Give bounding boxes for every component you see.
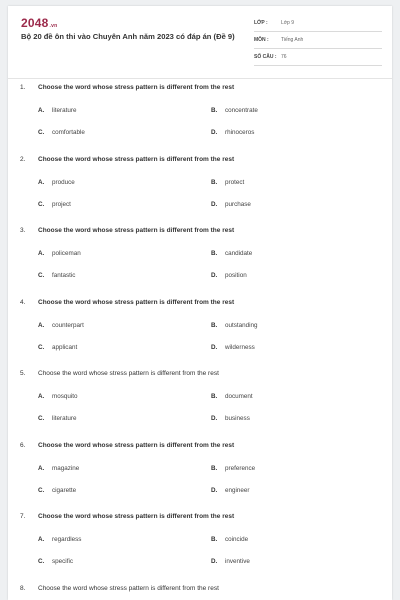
question-stem: Choose the word whose stress pattern is different from the rest: [38, 441, 235, 449]
answer-option[interactable]: [38, 129, 85, 136]
answer-option[interactable]: [211, 322, 258, 329]
answer-option[interactable]: [38, 465, 79, 472]
option-letter: A.: [38, 536, 45, 543]
question-stem: Choose the word whose stress pattern is different from the rest: [38, 298, 235, 306]
option-letter: C.: [38, 200, 45, 208]
option-letter: B.: [211, 107, 218, 114]
answer-option[interactable]: [38, 322, 84, 329]
answer-option[interactable]: [211, 129, 254, 136]
question-number: 4.: [20, 298, 26, 306]
option-text: wilderness: [225, 343, 255, 351]
option-letter: C.: [38, 129, 45, 136]
question-item: [8, 370, 392, 432]
answer-option[interactable]: [211, 344, 255, 351]
meta-value: 76: [281, 54, 287, 60]
option-text: coincide: [225, 536, 249, 543]
option-text: inventive: [225, 558, 250, 565]
meta-row-subject: [254, 32, 382, 49]
meta-label: LỚP :: [254, 20, 268, 26]
question-stem: Choose the word whose stress pattern is different from the rest: [38, 227, 235, 234]
question-heading: [20, 513, 234, 520]
option-text: outstanding: [225, 321, 258, 329]
option-text: business: [225, 415, 250, 422]
answer-option[interactable]: [38, 487, 76, 494]
logo-text: 2048: [21, 16, 49, 30]
option-text: regardless: [52, 536, 82, 543]
question-stem: Choose the word whose stress pattern is different from the rest: [38, 370, 219, 377]
question-heading: [20, 84, 234, 91]
option-text: magazine: [52, 464, 80, 472]
option-letter: D.: [211, 343, 218, 351]
question-item: [8, 442, 392, 504]
question-item: [8, 585, 392, 600]
answer-option[interactable]: [211, 272, 247, 279]
question-heading: [20, 442, 234, 449]
question-stem: Choose the word whose stress pattern is different from the rest: [38, 84, 235, 91]
answer-option[interactable]: [211, 201, 251, 208]
option-text: concentrate: [225, 107, 258, 114]
header-divider: [8, 78, 392, 79]
question-number: 7.: [20, 513, 26, 520]
option-letter: B.: [211, 536, 218, 543]
answer-option[interactable]: [38, 415, 77, 422]
answer-option[interactable]: [211, 487, 250, 494]
option-text: purchase: [225, 200, 251, 208]
option-text: specific: [52, 558, 73, 565]
meta-label: MÔN :: [254, 37, 269, 43]
option-letter: D.: [211, 415, 218, 422]
option-letter: D.: [211, 272, 218, 279]
option-text: position: [225, 272, 247, 279]
answer-option[interactable]: [211, 107, 258, 114]
answer-option[interactable]: [211, 465, 255, 472]
answer-option[interactable]: [38, 272, 75, 279]
option-text: cigarette: [52, 486, 77, 494]
question-stem: Choose the word whose stress pattern is different from the rest: [38, 155, 235, 163]
question-number: 3.: [20, 227, 26, 234]
answer-option[interactable]: [211, 393, 253, 400]
option-letter: C.: [38, 415, 45, 422]
option-letter: B.: [211, 250, 218, 257]
meta-value: Lớp 9: [281, 20, 295, 26]
option-letter: B.: [211, 464, 218, 472]
option-letter: B.: [211, 393, 218, 400]
option-text: fantastic: [52, 272, 76, 279]
option-letter: D.: [211, 200, 218, 208]
question-item: [8, 156, 392, 218]
question-item: [8, 299, 392, 361]
answer-option[interactable]: [38, 344, 77, 351]
meta-panel: [254, 15, 382, 66]
question-number: 2.: [20, 155, 26, 163]
answer-option[interactable]: [38, 107, 77, 114]
question-number: 1.: [20, 84, 26, 91]
meta-label: SỐ CÂU :: [254, 54, 277, 60]
site-logo[interactable]: [21, 16, 57, 30]
option-text: document: [225, 393, 253, 400]
question-item: [8, 227, 392, 289]
logo-suffix: .vn: [49, 23, 58, 29]
option-letter: A.: [38, 107, 45, 114]
option-text: counterpart: [52, 321, 84, 329]
meta-row-class: [254, 15, 382, 32]
document-title: Bộ 20 đề ôn thi vào Chuyên Anh năm 2023 có đáp án (Đề 9): [21, 32, 235, 41]
option-letter: C.: [38, 343, 45, 351]
option-text: preference: [225, 464, 256, 472]
question-heading: [20, 585, 219, 592]
answer-option[interactable]: [38, 393, 78, 400]
answer-option[interactable]: [38, 558, 73, 565]
option-letter: A.: [38, 178, 45, 186]
option-letter: A.: [38, 393, 45, 400]
option-letter: C.: [38, 558, 45, 565]
option-letter: C.: [38, 486, 45, 494]
option-letter: D.: [211, 486, 218, 494]
answer-option[interactable]: [38, 250, 81, 257]
question-number: 8.: [20, 584, 26, 592]
option-letter: C.: [38, 272, 45, 279]
question-stem: Choose the word whose stress pattern is different from the rest: [38, 584, 219, 592]
option-text: policeman: [52, 250, 81, 257]
option-text: literature: [52, 107, 77, 114]
answer-option[interactable]: [38, 201, 71, 208]
question-number: 5.: [20, 370, 26, 377]
option-letter: D.: [211, 129, 218, 136]
meta-value: Tiếng Anh: [281, 37, 304, 43]
option-letter: B.: [211, 321, 218, 329]
option-text: produce: [52, 178, 75, 186]
answer-option[interactable]: [211, 250, 252, 257]
meta-row-count: [254, 49, 382, 66]
answer-option[interactable]: [211, 179, 244, 186]
answer-option[interactable]: [38, 536, 81, 543]
option-letter: A.: [38, 321, 45, 329]
option-letter: A.: [38, 464, 45, 472]
question-item: [8, 84, 392, 146]
answer-option[interactable]: [38, 179, 75, 186]
option-text: mosquito: [52, 393, 78, 400]
option-text: protect: [225, 178, 245, 186]
question-heading: [20, 299, 234, 306]
option-text: candidate: [225, 250, 253, 257]
document-page: [8, 6, 392, 600]
question-number: 6.: [20, 441, 26, 449]
option-text: applicant: [52, 343, 78, 351]
option-text: engineer: [225, 486, 250, 494]
answer-option[interactable]: [211, 558, 250, 565]
option-text: literature: [52, 415, 77, 422]
question-heading: [20, 227, 234, 234]
question-heading: [20, 156, 234, 163]
option-letter: B.: [211, 178, 218, 186]
answer-option[interactable]: [211, 415, 250, 422]
answer-option[interactable]: [211, 536, 248, 543]
question-item: [8, 513, 392, 575]
option-text: comfortable: [52, 129, 85, 136]
question-stem: Choose the word whose stress pattern is different from the rest: [38, 513, 235, 520]
option-text: rhinoceros: [225, 129, 255, 136]
question-heading: [20, 370, 219, 377]
option-letter: D.: [211, 558, 218, 565]
option-text: project: [52, 200, 71, 208]
option-letter: A.: [38, 250, 45, 257]
